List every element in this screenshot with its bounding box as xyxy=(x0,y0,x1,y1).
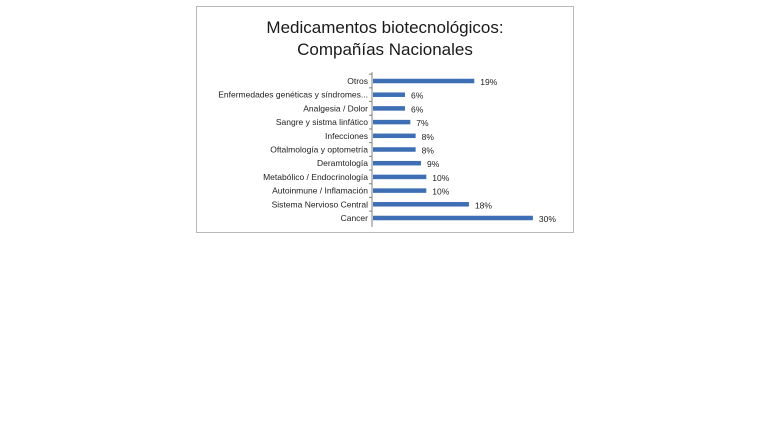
bar xyxy=(373,161,421,166)
bar xyxy=(373,175,426,180)
data-label: 7% xyxy=(416,118,429,129)
category-label: Sangre y sistma linfático xyxy=(275,117,368,128)
data-label: 8% xyxy=(421,145,434,156)
chart-frame xyxy=(196,6,574,233)
chart-title-line-1: Medicamentos biotecnológicos: xyxy=(266,18,504,37)
bar xyxy=(373,79,474,84)
bar xyxy=(373,147,416,152)
category-label: Analgesia / Dolor xyxy=(303,103,368,114)
category-label: Metabólico / Endocrinología xyxy=(263,171,368,182)
category-label: Sistema Nervioso Central xyxy=(271,199,368,210)
bar xyxy=(373,92,405,97)
data-label: 6% xyxy=(410,104,424,115)
data-label: 10% xyxy=(432,172,450,183)
data-label: 18% xyxy=(474,200,492,211)
bar xyxy=(373,188,426,193)
bar-chart-plot xyxy=(197,7,575,234)
data-label: 8% xyxy=(421,131,434,142)
category-label: Infecciones xyxy=(325,130,368,141)
data-label: 19% xyxy=(480,77,498,87)
bar xyxy=(373,202,469,207)
bar xyxy=(373,216,533,221)
category-label: Cancer xyxy=(340,213,368,223)
bar xyxy=(373,120,410,125)
category-label: Otros xyxy=(347,76,368,86)
category-label: Enfermedades genéticas y síndromes... xyxy=(218,89,368,100)
data-label: 6% xyxy=(410,90,424,101)
bar xyxy=(373,134,416,139)
data-label: 10% xyxy=(432,186,450,197)
category-label: Autoinmune / Inflamación xyxy=(272,185,368,196)
chart-title-line-2: Compañías Nacionales xyxy=(297,40,473,59)
category-label: Deramtología xyxy=(316,158,368,169)
bar xyxy=(373,106,405,111)
data-label: 30% xyxy=(538,214,556,224)
data-label: 9% xyxy=(426,159,440,170)
category-label: Oftalmología y optometría xyxy=(270,144,368,155)
